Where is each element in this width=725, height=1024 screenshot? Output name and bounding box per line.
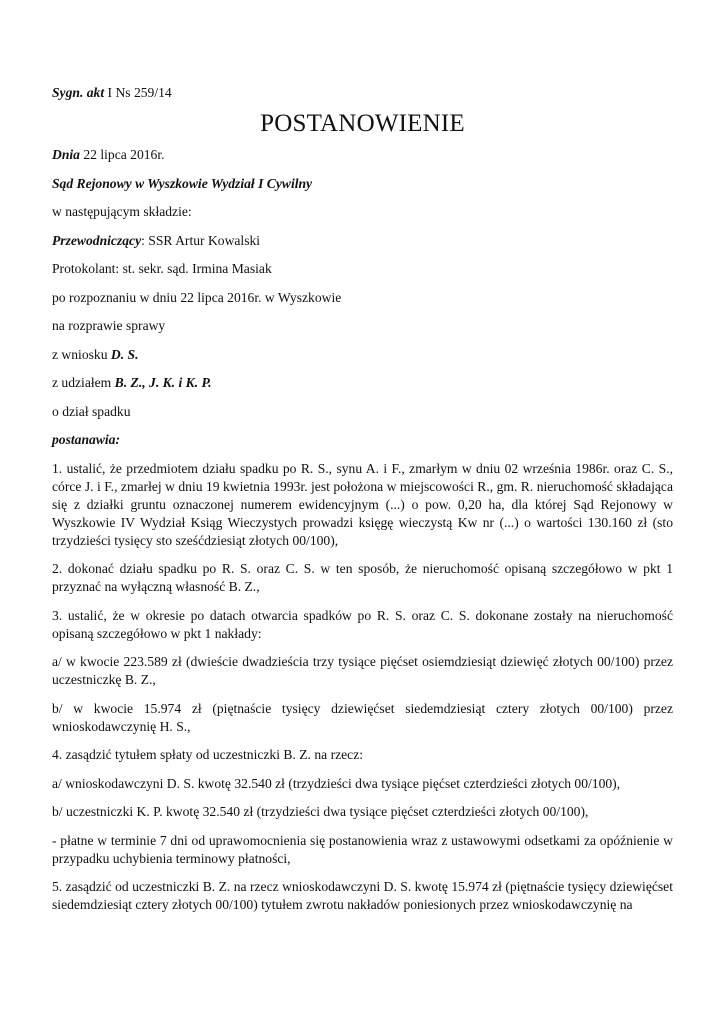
case-signature — [52, 84, 673, 102]
ruling-paragraph: a/ wnioskodawczyni D. S. kwotę 32.540 zł (trzydzieści dwa tysiące pięćset czterdzieści złotych 00/100), — [52, 775, 621, 791]
participants-line — [52, 374, 673, 392]
ruling-paragraph: 2. dokonać działu spadku po R. S. oraz C. S. w ten sposób, że nieruchomość opisaną szczegółowo w pkt 1 przyznać na wyłączną własność B. Z., — [52, 561, 673, 594]
participants-prefix: z udziałem — [52, 375, 112, 390]
presiding-judge-line — [52, 232, 673, 250]
session-line: na rozprawie sprawy — [52, 318, 166, 333]
ruling-paragraph: 1. ustalić, że przedmiotem działu spadku po R. S., synu A. i F., zmarłym w dniu 02 września 1986r. oraz C. S., córce J. i F., zmarłej w dniu 19 kwietnia 1993r. jest położona w miejscowości R., gm. R. nieruchomość składająca się z działki gruntu oznaczonej numerem ewidencyjnym (...) o pow. 0,20 ha, dla której Sąd Rejonowy w Wyszkowie IV Wydział Ksiąg Wieczystych prowadzi księgę wieczystą Kw nr (...) o wartości 130.160 zł (sto trzydzieści tysięcy sto sześćdziesiąt złotych 00/100), — [52, 460, 673, 548]
ruling-paragraph: 4. zasądzić tytułem spłaty od uczestniczki B. Z. na rzecz: — [52, 747, 364, 762]
court-name: Sąd Rejonowy w Wyszkowie Wydział I Cywilny — [52, 175, 313, 191]
clerk-line: Protokolant: st. sekr. sąd. Irmina Masiak — [52, 261, 272, 276]
petition-line — [52, 346, 673, 364]
date-label: Dnia — [52, 147, 80, 162]
case-signature-value: I Ns 259/14 — [107, 85, 172, 100]
petition-prefix: z wniosku — [52, 346, 108, 362]
case-signature-label: Sygn. akt — [52, 85, 105, 100]
ruling-paragraph: 3. ustalić, że w okresie po datach otwarcia spadków po R. S. oraz C. S. dokonane zostały na nieruchomość opisaną szczegółowo w pkt 1 nakłady: — [52, 607, 673, 641]
ruling-paragraph: b/ uczestniczki K. P. kwotę 32.540 zł (trzydzieści dwa tysiące pięćset czterdzieści złotych 00/100), — [52, 804, 589, 819]
document-title: POSTANOWIENIE — [260, 110, 465, 137]
participants-names: B. Z., J. K. i K. P. — [114, 375, 212, 390]
presiding-value: : SSR Artur Kowalski — [141, 232, 261, 248]
ruling-paragraph: - płatne w terminie 7 dni od uprawomocnienia się postanowienia wraz z ustawowymi odsetkami za opóźnienie w przypadku uchybienia terminowy płatności, — [52, 832, 673, 866]
presiding-label: Przewodniczący — [52, 232, 142, 248]
date-line — [52, 146, 673, 164]
hearing-line: po rozpoznaniu w dniu 22 lipca 2016r. w Wyszkowie — [52, 289, 342, 305]
ruling-paragraph: a/ w kwocie 223.589 zł (dwieście dwadzieścia trzy tysiące pięćset osiemdziesiąt dziewięć złotych 00/100) przez uczestniczkę B. Z., — [52, 654, 673, 687]
ruling-paragraph: b/ w kwocie 15.974 zł (piętnaście tysięcy dziewięćset siedemdziesiąt cztery złotych 00/100) przez wnioskodawczynię H. S., — [52, 700, 673, 734]
decision-label: postanawia: — [52, 432, 120, 447]
petitioner-name: D. S. — [110, 346, 139, 362]
subject-line: o dział spadku — [52, 403, 131, 419]
ruling-paragraph: 5. zasądzić od uczestniczki B. Z. na rzecz wnioskodawczyni D. S. kwotę 15.974 zł (piętnaście tysięcy dziewięćset siedemdziesiąt cztery złotych 00/100) tytułem zwrotu nakładów poniesionych przez wnioskodawczynię na — [52, 879, 673, 912]
date-value: 22 lipca 2016r. — [83, 147, 165, 162]
composition-line: w następującym składzie: — [52, 204, 192, 219]
document-page — [52, 84, 673, 925]
